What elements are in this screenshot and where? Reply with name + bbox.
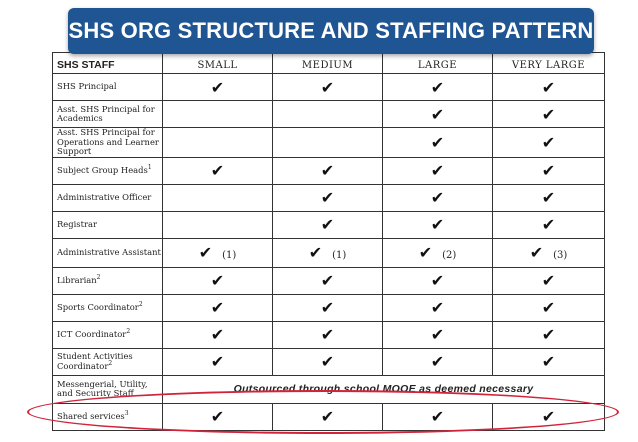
table-row-messengerial — [53, 375, 605, 403]
staff-cell — [273, 348, 383, 375]
staff-cell — [163, 184, 273, 211]
role-name: Shared services — [57, 410, 125, 421]
role-label — [53, 101, 163, 128]
staff-cell — [273, 321, 383, 348]
staff-cell — [273, 238, 383, 267]
table-row-shared-services — [53, 403, 605, 430]
check-icon: ✔ — [529, 243, 544, 262]
check-icon: ✔ — [430, 271, 445, 290]
check-icon: ✔ — [541, 215, 556, 234]
check-icon: ✔ — [430, 215, 445, 234]
check-icon: ✔ — [320, 271, 335, 290]
staff-cell — [383, 74, 493, 101]
staff-cell — [273, 403, 383, 430]
check-icon: ✔ — [210, 325, 225, 344]
check-icon: ✔ — [541, 298, 556, 317]
check-icon: ✔ — [430, 352, 445, 371]
footnote-marker: 2 — [138, 300, 143, 308]
check-icon: ✔ — [430, 325, 445, 344]
staff-cell — [273, 294, 383, 321]
check-icon: ✔ — [541, 161, 556, 180]
check-icon: ✔ — [320, 161, 335, 180]
table-row — [53, 74, 605, 101]
role-name: ICT Coordinator — [57, 328, 127, 339]
check-icon: ✔ — [210, 298, 225, 317]
check-icon: ✔ — [320, 352, 335, 371]
role-name: Administrative Officer — [57, 191, 152, 202]
size-column-header: LARGE — [383, 53, 493, 74]
role-name: Asst. SHS Principal for Operations and Learner Support — [57, 127, 159, 156]
size-column-header: SMALL — [163, 53, 273, 74]
check-icon: ✔ — [320, 215, 335, 234]
table-header-row — [53, 53, 605, 74]
check-icon: ✔ — [430, 407, 445, 426]
role-name: Sports Coordinator — [57, 301, 139, 312]
role-label — [53, 184, 163, 211]
staff-cell — [493, 267, 605, 294]
staff-cell — [383, 157, 493, 184]
staff-count: (3) — [553, 250, 568, 261]
role-name: Librarian — [57, 274, 97, 285]
check-icon: ✔ — [210, 407, 225, 426]
staff-cell — [163, 128, 273, 158]
check-icon: ✔ — [430, 77, 445, 97]
check-icon: ✔ — [418, 243, 433, 262]
staff-cell — [163, 238, 273, 267]
check-icon: ✔ — [430, 104, 445, 124]
footnote-marker: 3 — [124, 409, 129, 417]
check-icon: ✔ — [308, 243, 323, 262]
check-icon: ✔ — [320, 298, 335, 317]
table-row — [53, 128, 605, 158]
outsourced-note: Outsourced through school MOOE as deemed necessary — [163, 375, 605, 403]
check-icon: ✔ — [320, 188, 335, 207]
staffing-table — [52, 52, 605, 431]
staff-cell — [163, 267, 273, 294]
staff-cell — [163, 101, 273, 128]
staff-cell — [383, 348, 493, 375]
role-label — [53, 321, 163, 348]
table-row — [53, 184, 605, 211]
page-title: SHS ORG STRUCTURE AND STAFFING PATTERN — [68, 8, 594, 54]
check-icon: ✔ — [541, 188, 556, 207]
staff-cell — [163, 321, 273, 348]
role-name: Registrar — [57, 218, 97, 229]
check-icon: ✔ — [320, 407, 335, 426]
role-label — [53, 267, 163, 294]
role-label — [53, 128, 163, 158]
role-name: Subject Group Heads — [57, 164, 148, 175]
check-icon: ✔ — [430, 161, 445, 180]
staff-cell — [383, 403, 493, 430]
check-icon: ✔ — [541, 77, 556, 97]
staff-cell — [273, 128, 383, 158]
staff-cell — [383, 267, 493, 294]
size-column-header: MEDIUM — [273, 53, 383, 74]
table-row — [53, 157, 605, 184]
footnote-marker: 1 — [147, 163, 152, 171]
staff-column-header: SHS STAFF — [53, 53, 163, 74]
staff-cell — [493, 321, 605, 348]
staff-count: (2) — [442, 250, 457, 261]
staff-cell — [163, 211, 273, 238]
check-icon: ✔ — [430, 132, 445, 152]
staff-cell — [383, 101, 493, 128]
staff-cell — [163, 157, 273, 184]
staff-cell — [493, 294, 605, 321]
staff-cell — [383, 321, 493, 348]
footnote-marker: 2 — [126, 327, 131, 335]
staff-count: (1) — [332, 250, 347, 261]
staff-cell — [163, 74, 273, 101]
role-label — [53, 403, 163, 430]
staff-cell — [273, 184, 383, 211]
role-name: Asst. SHS Principal for Academics — [57, 103, 155, 123]
check-icon: ✔ — [430, 298, 445, 317]
staff-count: (1) — [222, 250, 237, 261]
check-icon: ✔ — [210, 271, 225, 290]
check-icon: ✔ — [541, 325, 556, 344]
staff-cell — [493, 128, 605, 158]
check-icon: ✔ — [541, 104, 556, 124]
check-icon: ✔ — [198, 243, 213, 262]
role-label — [53, 348, 163, 375]
staff-cell — [383, 184, 493, 211]
check-icon: ✔ — [320, 77, 335, 97]
staff-cell — [383, 211, 493, 238]
staff-cell — [493, 403, 605, 430]
check-icon: ✔ — [210, 352, 225, 371]
table-row — [53, 238, 605, 267]
staff-cell — [493, 157, 605, 184]
check-icon: ✔ — [320, 325, 335, 344]
footnote-marker: 2 — [108, 359, 113, 367]
check-icon: ✔ — [430, 188, 445, 207]
role-label — [53, 375, 163, 403]
staff-cell — [493, 348, 605, 375]
table-row — [53, 294, 605, 321]
staff-cell — [383, 128, 493, 158]
staff-cell — [383, 294, 493, 321]
table-row — [53, 267, 605, 294]
role-label — [53, 294, 163, 321]
staff-cell — [493, 101, 605, 128]
staff-cell — [163, 403, 273, 430]
role-label — [53, 211, 163, 238]
check-icon: ✔ — [541, 132, 556, 152]
role-label — [53, 157, 163, 184]
check-icon: ✔ — [541, 407, 556, 426]
role-name: Student Activities Coordinator — [57, 351, 133, 371]
role-label — [53, 74, 163, 101]
staff-cell — [273, 74, 383, 101]
check-icon: ✔ — [210, 161, 225, 180]
staff-cell — [163, 294, 273, 321]
table-row — [53, 348, 605, 375]
staff-cell — [493, 211, 605, 238]
table-row — [53, 101, 605, 128]
check-icon: ✔ — [541, 271, 556, 290]
check-icon: ✔ — [210, 77, 225, 97]
staff-cell — [163, 348, 273, 375]
staff-cell — [493, 184, 605, 211]
table-row — [53, 211, 605, 238]
staff-cell — [493, 238, 605, 267]
staff-cell — [493, 74, 605, 101]
staff-cell — [273, 157, 383, 184]
role-name: SHS Principal — [57, 81, 117, 92]
staff-cell — [273, 267, 383, 294]
role-name: Messengerial, Utility, and Security Staff — [57, 378, 148, 398]
staff-cell — [273, 211, 383, 238]
staff-cell — [273, 101, 383, 128]
role-label — [53, 238, 163, 267]
staff-cell — [383, 238, 493, 267]
footnote-marker: 2 — [96, 273, 101, 281]
check-icon: ✔ — [541, 352, 556, 371]
role-name: Administrative Assistant — [57, 246, 161, 257]
table-row — [53, 321, 605, 348]
size-column-header: VERY LARGE — [493, 53, 605, 74]
